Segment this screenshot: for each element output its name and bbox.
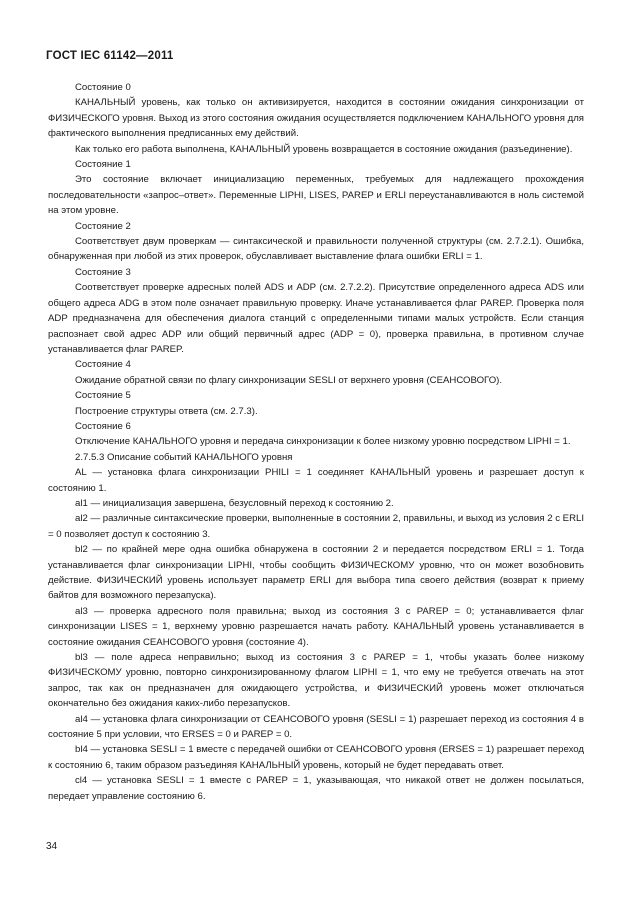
body-paragraph: AL — установка флага синхронизации PHILI = 1 соединяет КАНАЛЬНЫЙ уровень и разрешает доступ к состоянию 1. xyxy=(48,467,584,494)
body-paragraph: bl3 — поле адреса неправильно; выход из состояния 3 с PAREP = 1, чтобы указать более низкому ФИЗИЧЕСКОМУ уровню, повторно синхронизированному флагом LIPHI = 1, что ему не требуется отвечать на этот запрос, так как он предназначен для ожидающего устройства, и ФИЗИЧЕСКИЙ уровень может отключаться окончательно без ожидания каких-либо перезапусков. xyxy=(48,652,584,710)
body-paragraph: Это состояние включает инициализацию переменных, требуемых для надлежащего прохождения последовательности «запрос–ответ». Переменные LIPHI, LISES, PAREP и ERLI переустанавливаются в ноль системой на этом уровне. xyxy=(48,174,584,217)
body-paragraph: al4 — установка флага синхронизации от СЕАНСОВОГО уровня (SESLI = 1) разрешает переход из состояния 4 в состояние 5 при условии, что ERSES = 0 и PAREP = 0. xyxy=(48,713,584,741)
section-label: Ожидание обратной связи по флагу синхронизации SESLI от верхнего уровня (СЕАНСОВОГО). xyxy=(75,374,503,386)
body-paragraph: bl4 — установка SESLI = 1 вместе с передачей ошибки от СЕАНСОВОГО уровня (ERSES = 1) разрешает переход к состоянию 6, таким образом разъединяя КАНАЛЬНЫЙ уровень, который не будет передавать ответ. xyxy=(48,744,584,771)
body-paragraph: Как только его работа выполнена, КАНАЛЬНЫЙ уровень возвращается в состояние ожидания (разъединение). xyxy=(75,143,573,155)
body-paragraph: Соответствует двум проверкам — синтаксической и правильности полученной структуры (см. 2.7.2.1). Ошибка, обнаруженная при любой из этих проверок, обуславливает выставление флага ошибки ERLI = 1. xyxy=(48,236,584,263)
page-number: 34 xyxy=(46,841,58,852)
section-label: Состояние 2 xyxy=(75,220,131,232)
body-paragraph: bl2 — по крайней мере одна ошибка обнаружена в состоянии 2 и передается посредством ERLI = 1. Тогда устанавливается флаг синхронизации LIPHI, чтобы сообщить ФИЗИЧЕСКОМУ уровню, что он может возобновить действие. ФИЗИЧЕСКИЙ уровень использует параметр ERLI для выбора типа своего действия (возврат к приему байтов для возможного перезапуска). xyxy=(48,544,584,602)
section-label: Состояние 4 xyxy=(75,359,131,371)
section-label: Состояние 6 xyxy=(75,420,131,432)
body-paragraph: КАНАЛЬНЫЙ уровень, как только он активизируется, находится в состоянии ожидания синхронизации от ФИЗИЧЕСКОГО уровня. Выход из этого состояния ожидания осуществляется подключением КАНАЛЬНОГО уровня для фактического выполнения предписанных ему действий. xyxy=(48,97,584,140)
body-paragraph: Отключение КАНАЛЬНОГО уровня и передача синхронизации к более низкому уровню посредством LIPHI = 1. xyxy=(75,436,571,448)
section-label: Состояние 5 xyxy=(75,390,131,402)
section-label: Состояние 3 xyxy=(75,266,131,278)
running-header: ГОСТ IEC 61142—2011 xyxy=(46,50,174,62)
section-label: Построение структуры ответа (см. 2.7.3). xyxy=(75,405,258,417)
body-paragraph: Соответствует проверке адресных полей ADS и ADP (см. 2.7.2.2). Присутствие определенного адреса ADS или общего адреса ADG в этом поле означает правильную проверку. Иначе устанавливается флаг PAREP. Проверка поля ADP предназначена для обеспечения диалога станций с определенными типами малых устройств. Если станция распознает свой адрес ADP или общий первичный адрес (ADP = 0), проверка правильна, в противном случае устанавливается флаг PAREP. xyxy=(48,282,584,355)
body-paragraph: cl4 — установка SESLI = 1 вместе с PAREP = 1, указывающая, что никакой ответ не должен посылаться, передает управление состоянию 6. xyxy=(48,775,584,802)
section-label: Состояние 1 xyxy=(75,159,131,171)
section-label: Состояние 0 xyxy=(75,82,131,93)
section-label: 2.7.5.3 Описание событий КАНАЛЬНОГО уровня xyxy=(75,451,293,463)
document-body xyxy=(48,80,584,804)
body-paragraph: al3 — проверка адресного поля правильна; выход из состояния 3 с PAREP = 0; устанавливается флаг синхронизации LISES = 1, верхнему уровню разрешается начать работу. КАНАЛЬНЫЙ уровень устанавливается в состояние ожидания СЕАНСОВОГО уровня (состояние 4). xyxy=(48,605,584,648)
section-label: al1 — инициализация завершена, безусловный переход к состоянию 2. xyxy=(75,497,394,509)
body-paragraph: al2 — различные синтаксические проверки, выполненные в состоянии 2, правильны, и выход из условия 2 с ERLI = 0 позволяет доступ к состоянию 3. xyxy=(48,513,584,540)
